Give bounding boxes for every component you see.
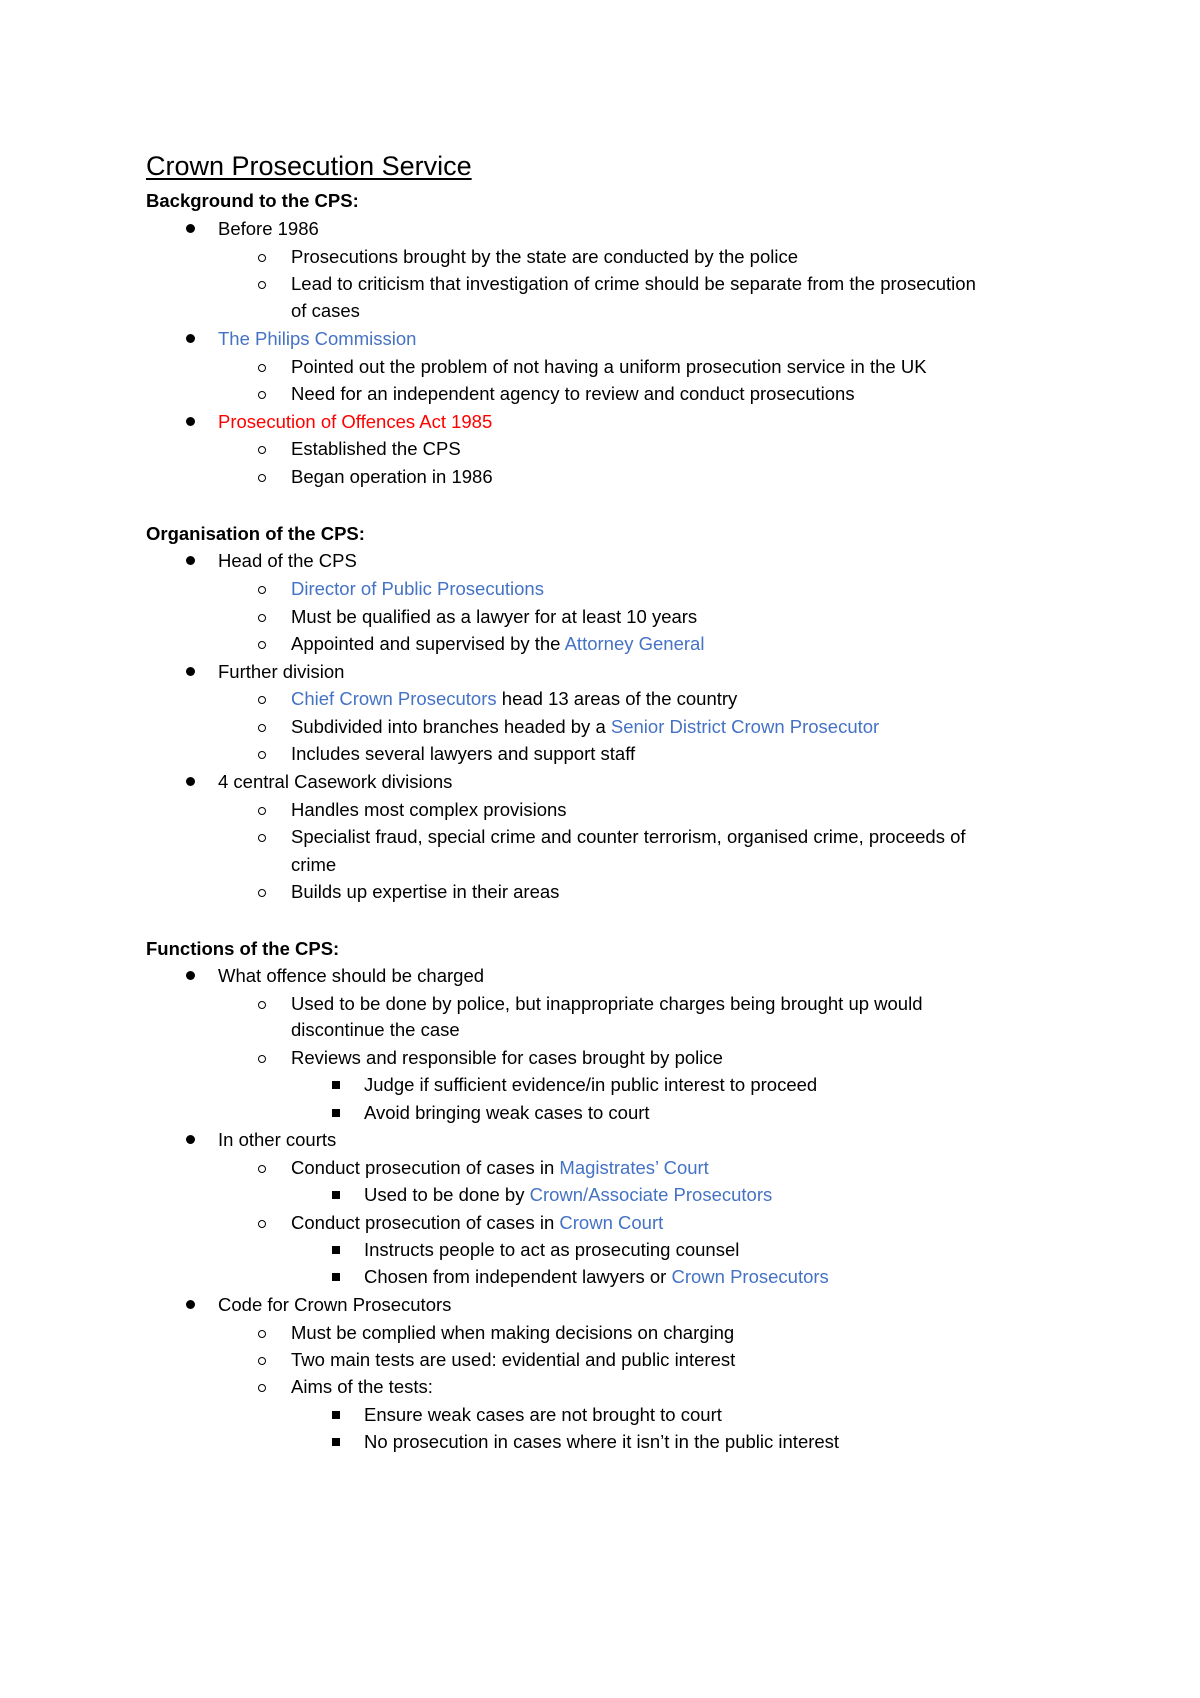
crown-prosecutors-link: Crown Prosecutors [671, 1266, 829, 1287]
bullet-circle-icon [258, 1220, 266, 1228]
list-item: Reviews and responsible for cases brought by police [291, 1044, 723, 1071]
bullet-square-icon [332, 1246, 340, 1254]
list-item: Builds up expertise in their areas [291, 878, 559, 905]
list-item: Specialist fraud, special crime and counter terrorism, organised crime, proceeds of [291, 823, 966, 850]
bullet-circle-icon [258, 586, 266, 594]
list-item: Lead to criticism that investigation of crime should be separate from the prosecution [291, 270, 976, 297]
list-item-continuation: discontinue the case [291, 1019, 460, 1040]
bullet-square-icon [332, 1191, 340, 1199]
list-item: Used to be done by Crown/Associate Prosecutors [364, 1181, 772, 1208]
attorney-general-link: Attorney General [564, 633, 705, 654]
magistrates-court-link: Magistrates’ Court [559, 1157, 709, 1178]
bullet-circle-icon [258, 1384, 266, 1392]
bullet-square-icon [332, 1109, 340, 1117]
crown-court-link: Crown Court [559, 1212, 664, 1233]
crown-associate-prosecutors-link: Crown/Associate Prosecutors [529, 1184, 773, 1205]
list-item: Began operation in 1986 [291, 463, 493, 490]
list-item: Used to be done by police, but inappropriate charges being brought up would [291, 990, 923, 1017]
list-item: Includes several lawyers and support staff [291, 740, 635, 767]
list-item: Conduct prosecution of cases in Magistrates’ Court [291, 1154, 709, 1181]
list-item: Further division [218, 658, 344, 685]
list-item: Handles most complex provisions [291, 796, 567, 823]
bullet-dot-icon [186, 417, 195, 426]
bullet-dot-icon [186, 1300, 195, 1309]
list-item: Chief Crown Prosecutors head 13 areas of the country [291, 685, 737, 712]
bullet-circle-icon [258, 1357, 266, 1365]
list-item: Avoid bringing weak cases to court [364, 1099, 650, 1126]
list-item: Subdivided into branches headed by a Senior District Crown Prosecutor [291, 713, 879, 740]
section-heading-organisation: Organisation of the CPS: [146, 523, 365, 544]
list-item: Pointed out the problem of not having a uniform prosecution service in the UK [291, 353, 927, 380]
bullet-circle-icon [258, 446, 266, 454]
bullet-circle-icon [258, 751, 266, 759]
bullet-dot-icon [186, 556, 195, 565]
bullet-circle-icon [258, 474, 266, 482]
list-item [291, 575, 544, 602]
list-item: No prosecution in cases where it isn’t in the public interest [364, 1428, 839, 1455]
list-item: Must be qualified as a lawyer for at least 10 years [291, 603, 697, 630]
list-item: Conduct prosecution of cases in Crown Court [291, 1209, 663, 1236]
bullet-square-icon [332, 1438, 340, 1446]
bullet-square-icon [332, 1411, 340, 1419]
senior-district-crown-prosecutor-link: Senior District Crown Prosecutor [610, 716, 880, 737]
dpp-link: Director of Public Prosecutions [291, 578, 544, 599]
bullet-circle-icon [258, 391, 266, 399]
page-title: Crown Prosecution Service [146, 151, 472, 181]
list-item [218, 408, 492, 435]
list-item: Ensure weak cases are not brought to court [364, 1401, 722, 1428]
list-item: Must be complied when making decisions on charging [291, 1319, 734, 1346]
list-item-continuation: crime [291, 854, 337, 875]
bullet-circle-icon [258, 834, 266, 842]
list-item: Before 1986 [218, 215, 319, 242]
bullet-circle-icon [258, 889, 266, 897]
list-item: Appointed and supervised by the Attorney General [291, 630, 704, 657]
bullet-circle-icon [258, 614, 266, 622]
bullet-circle-icon [258, 1001, 266, 1009]
bullet-dot-icon [186, 1135, 195, 1144]
bullet-dot-icon [186, 667, 195, 676]
bullet-circle-icon [258, 724, 266, 732]
bullet-dot-icon [186, 777, 195, 786]
list-item: Aims of the tests: [291, 1373, 433, 1400]
list-item: In other courts [218, 1126, 336, 1153]
list-item: 4 central Casework divisions [218, 768, 452, 795]
bullet-circle-icon [258, 1330, 266, 1338]
section-heading-functions: Functions of the CPS: [146, 938, 340, 959]
list-item: Head of the CPS [218, 547, 357, 574]
list-item-continuation: of cases [291, 300, 360, 321]
list-item: Chosen from independent lawyers or Crown Prosecutors [364, 1263, 829, 1290]
act-reference: Prosecution of Offences Act 1985 [218, 411, 493, 432]
list-item: What offence should be charged [218, 962, 484, 989]
bullet-circle-icon [258, 1055, 266, 1063]
bullet-dot-icon [186, 224, 195, 233]
bullet-circle-icon [258, 281, 266, 289]
list-item: Instructs people to act as prosecuting counsel [364, 1236, 739, 1263]
bullet-circle-icon [258, 254, 266, 262]
list-item: Code for Crown Prosecutors [218, 1291, 451, 1318]
section-heading-background: Background to the CPS: [146, 190, 359, 211]
bullet-square-icon [332, 1081, 340, 1089]
bullet-circle-icon [258, 807, 266, 815]
bullet-circle-icon [258, 364, 266, 372]
philips-commission-link: The Philips Commission [218, 328, 417, 349]
list-item: Established the CPS [291, 435, 461, 462]
bullet-dot-icon [186, 334, 195, 343]
list-item: Prosecutions brought by the state are conducted by the police [291, 243, 798, 270]
bullet-circle-icon [258, 641, 266, 649]
bullet-circle-icon [258, 696, 266, 704]
bullet-circle-icon [258, 1165, 266, 1173]
bullet-dot-icon [186, 971, 195, 980]
bullet-square-icon [332, 1273, 340, 1281]
list-item: Need for an independent agency to review and conduct prosecutions [291, 380, 855, 407]
list-item [218, 325, 416, 352]
list-item: Two main tests are used: evidential and public interest [291, 1346, 735, 1373]
list-item: Judge if sufficient evidence/in public interest to proceed [364, 1071, 817, 1098]
chief-crown-prosecutors-link: Chief Crown Prosecutors [291, 688, 497, 709]
